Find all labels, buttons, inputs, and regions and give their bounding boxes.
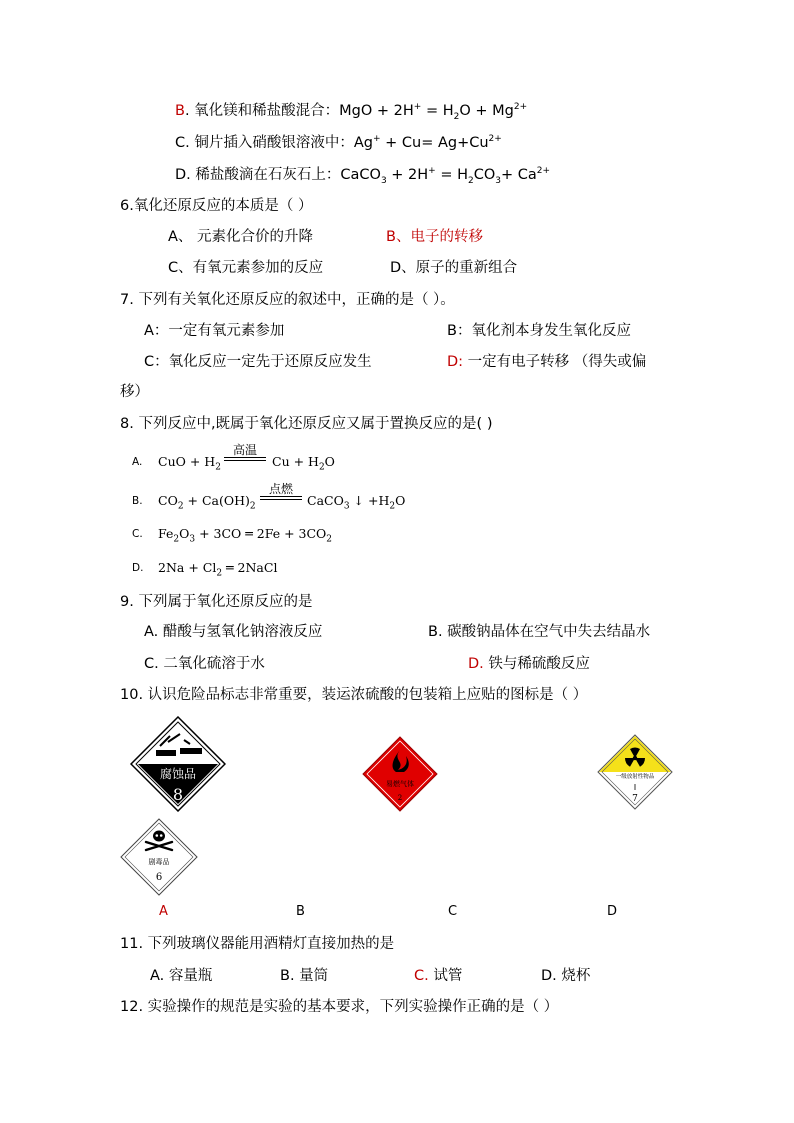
q7-option-d-continued: 移） — [120, 384, 149, 400]
flammable-gas-sign — [362, 736, 438, 812]
q10-label-a: A — [159, 904, 168, 919]
q12-stem: 12. 实验操作的规范是实验的基本要求，下列实验操作正确的是（ ） — [120, 999, 559, 1015]
flammable-gas-sign-text: 易燃气体 — [386, 780, 414, 788]
q11-option-d: D. 烧杯 — [541, 968, 591, 984]
q8-stem: 8. 下列反应中,既属于氧化还原反应又属于置换反应的是( ) — [120, 416, 493, 432]
reaction-condition-arrow: 高温 — [224, 444, 266, 461]
toxic-sign — [120, 818, 198, 896]
q8-option-c: C. $Fe_2O_3 + 3CO$ ═ $2Fe + 3CO_2$ — [132, 526, 333, 545]
q7-option-a: A：一定有氧元素参加 — [144, 323, 285, 339]
q9-option-a: A. 醋酸与氢氧化钠溶液反应 — [144, 624, 323, 640]
q10-label-d: D — [607, 904, 618, 919]
q5-option-b-letter: B — [175, 103, 185, 119]
q8-option-d: D. $2Na + Cl_2$ ═ 2NaCl — [132, 560, 278, 579]
radioactive-sign — [597, 734, 673, 810]
q9-option-c: C. 二氧化硫溶于水 — [144, 656, 265, 672]
q6-option-c: C、有氧元素参加的反应 — [168, 260, 324, 276]
reaction-condition-arrow: 点燃 — [260, 483, 302, 500]
q6-option-a: A、 元素化合价的升降 — [168, 229, 314, 245]
q6-option-d: D、原子的重新组合 — [390, 260, 518, 276]
q8-option-a: A. CuO + $H_2$ 高温 $Cu + H_2O$ — [132, 443, 335, 473]
radioactive-sign-text: 一级放射性物品 — [615, 774, 655, 780]
q11-option-c: C. 试管 — [414, 968, 463, 984]
q5-option-b: B. 氧化镁和稀盐酸混合：MgO + $2H^+ = H_2O + Mg^{2+}$ — [175, 102, 528, 122]
q8-option-b: B. $CO_2 + Ca(OH)_2$ 点燃 CaCO$_3$ ↓ $+H_2O$ — [132, 482, 406, 512]
q9-option-d: D. 铁与稀硫酸反应 — [468, 656, 590, 672]
corrosive-sign-number: 8 — [172, 785, 184, 804]
q6-stem: 6.氧化还原反应的本质是（ ） — [120, 198, 313, 214]
corrosive-sign — [130, 716, 226, 812]
q7-stem: 7. 下列有关氧化还原反应的叙述中，正确的是（ ）。 — [120, 292, 455, 308]
q11-option-b: B. 量筒 — [280, 968, 329, 984]
q9-stem: 9. 下列属于氧化还原反应的是 — [120, 594, 313, 610]
q9-option-b: B. 碳酸钠晶体在空气中失去结晶水 — [428, 624, 651, 640]
q7-option-c: C：氧化反应一定先于还原反应发生 — [144, 354, 372, 370]
q6-option-b: B、电子的转移 — [386, 229, 483, 245]
q10-label-c: C — [448, 904, 458, 919]
toxic-sign-text: 剧毒品 — [148, 858, 170, 866]
q7-option-b: B：氧化剂本身发生氧化反应 — [447, 323, 631, 339]
q5-option-c: C. 铜片插入硝酸银溶液中：$Ag^+ + Cu= Ag+Cu^{2+}$ — [175, 134, 502, 151]
radioactive-sign-number: 7 — [632, 794, 638, 804]
corrosive-sign-text: 腐蚀品 — [159, 767, 197, 781]
q10-stem: 10. 认识危险品标志非常重要，装运浓硫酸的包装箱上应贴的图标是（ ） — [120, 687, 588, 703]
q10-label-b: B — [296, 904, 305, 919]
toxic-sign-number: 6 — [155, 872, 163, 883]
q5-option-d: D. 稀盐酸滴在石灰石上：CaCO$_3$ + $2H^+ = H_2CO_3+ Ca^{2+}$ — [175, 166, 551, 186]
flammable-gas-sign-number: 2 — [397, 794, 403, 802]
q11-option-a: A. 容量瓶 — [150, 968, 213, 984]
q11-stem: 11. 下列玻璃仪器能用酒精灯直接加热的是 — [120, 936, 395, 952]
q7-option-d: D: 一定有电子转移 （得失或偏 — [447, 354, 647, 370]
